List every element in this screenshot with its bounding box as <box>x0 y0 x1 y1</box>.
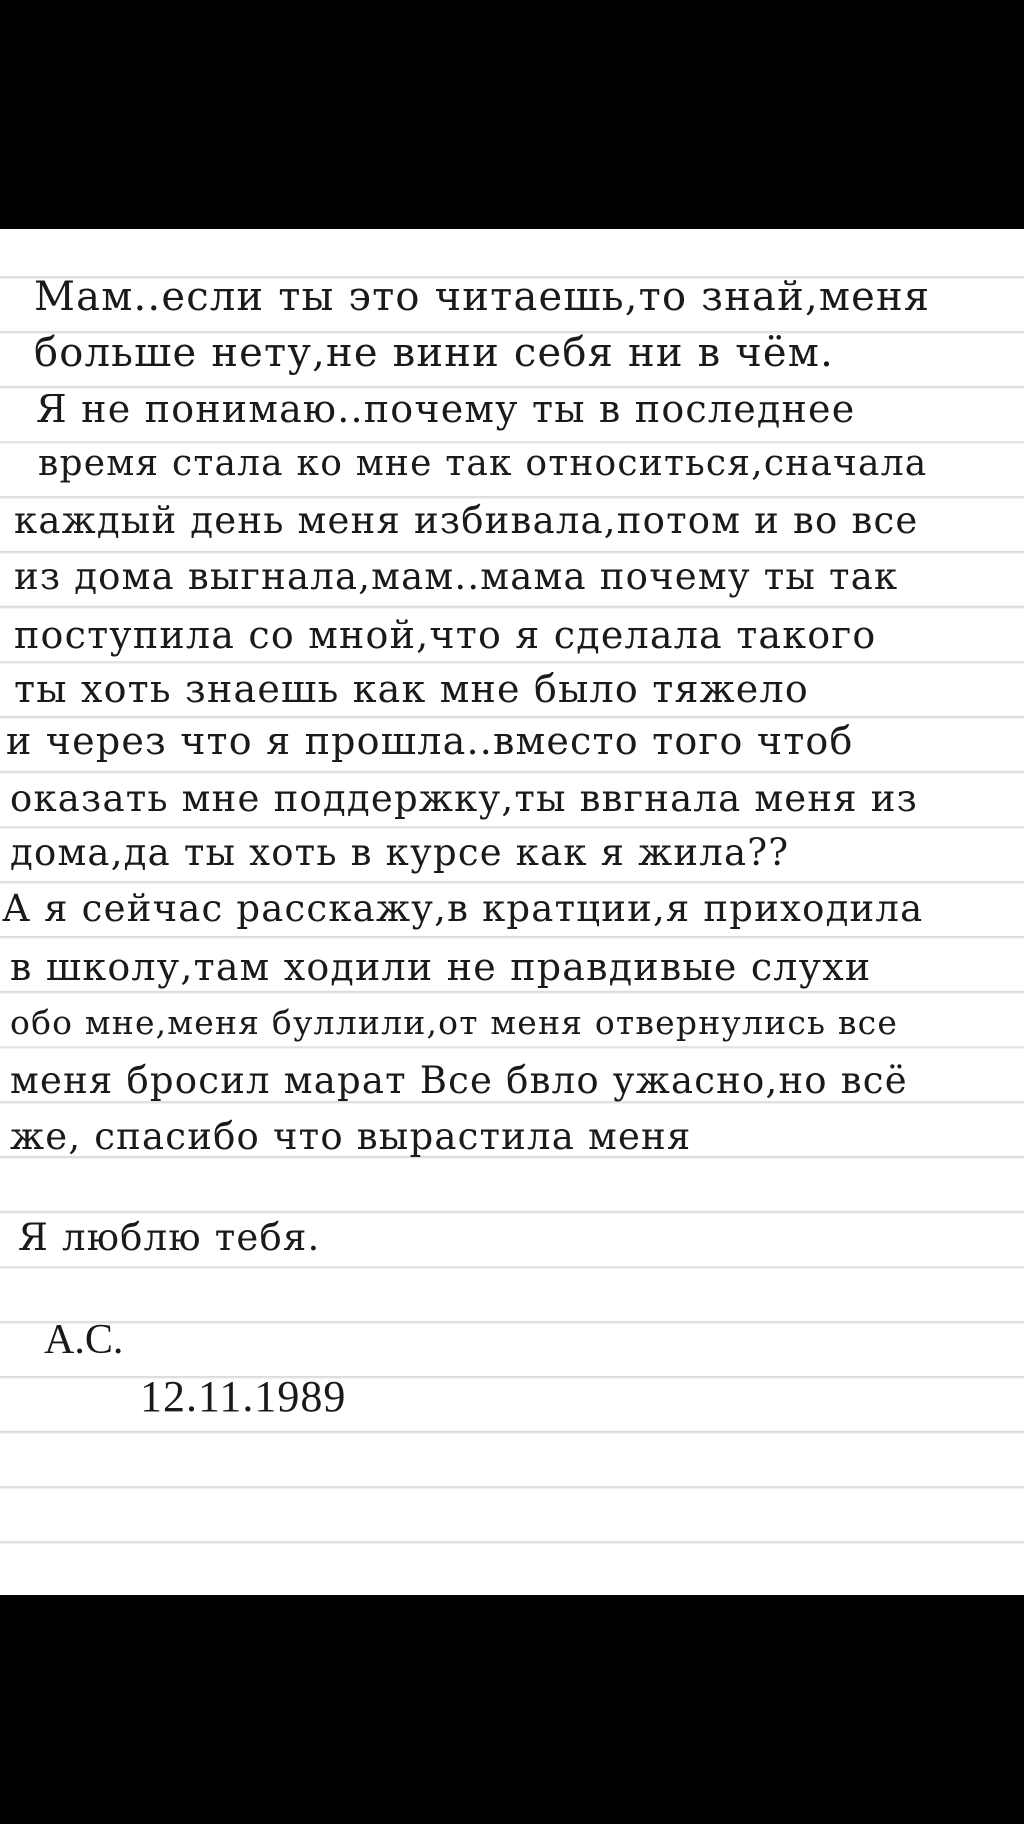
letter-line-10: оказать мне поддержку,ты ввгнала меня из <box>10 777 918 820</box>
lined-paper <box>0 229 1024 1595</box>
letter-date: 12.11.1989 <box>140 1372 347 1421</box>
letter-line-6: из дома выгнала,мам..мама почему ты так <box>14 555 899 598</box>
letter-line-11: дома,да ты хоть в курсе как я жила?? <box>10 831 790 874</box>
letter-line-8: ты хоть знаешь как мне было тяжело <box>14 667 809 711</box>
letter-line-1: Мам..если ты это читаешь,то знай,меня <box>34 274 931 320</box>
letter-line-16: же, спасибо что вырастила меня <box>10 1115 692 1158</box>
letter-line-9: и через что я прошла..вместо того чтоб <box>6 719 854 763</box>
letter-line-13: в школу,там ходили не правдивые слухи <box>10 945 872 989</box>
letter-body <box>0 229 1024 1595</box>
signature-initials: А.С. <box>44 1317 124 1363</box>
letter-line-2: больше нету,не вини себя ни в чём. <box>34 330 835 376</box>
letter-line-14: обо мне,меня буллили,от меня отвернулись все <box>10 1003 899 1042</box>
letter-line-5: каждый день меня избивала,потом и во все <box>14 499 919 542</box>
letter-line-4: время стала ко мне так относиться,сначала <box>38 443 928 484</box>
letter-closing: Я люблю тебя. <box>18 1216 321 1259</box>
letter-line-3: Я не понимаю..почему ты в последнее <box>36 387 856 431</box>
letter-line-15: меня бросил марат Все бвло ужасно,но всё <box>10 1059 908 1102</box>
letter-line-12: А я сейчас расскажу,в кратции,я приходила <box>2 887 924 930</box>
letter-line-7: поступила со мной,что я сделала такого <box>14 613 877 657</box>
